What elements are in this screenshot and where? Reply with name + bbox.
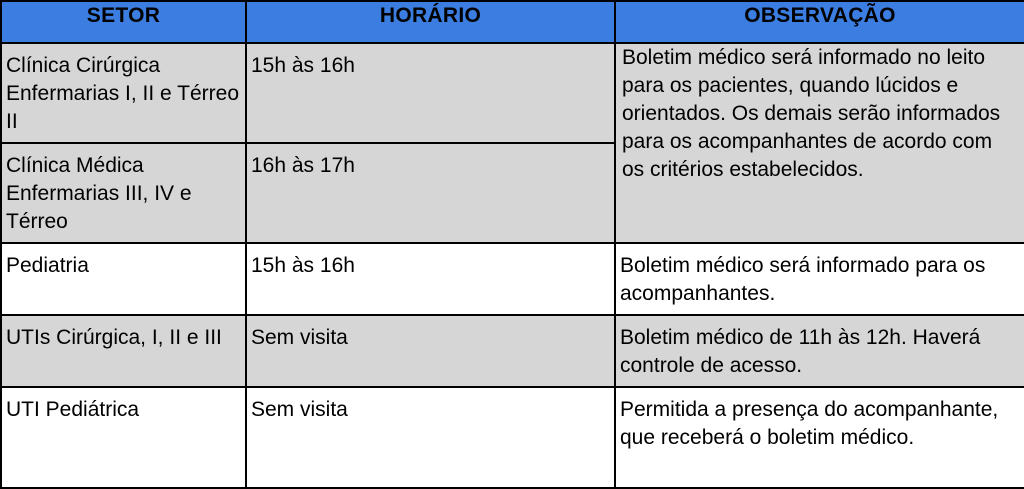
horario-cell — [246, 243, 615, 315]
header-row — [1, 1, 1024, 43]
horario-cell — [246, 43, 615, 143]
setor-text: UTIs Cirúrgica, I, II e III — [6, 326, 222, 349]
observacao-text: Boletim médico será informado no leito para os pacientes, quando lúcidos e orientados. Os demais serão informados para os acompanhantes de acordo com os critérios estabelecidos. — [622, 46, 1001, 181]
setor-cell — [1, 315, 246, 387]
horario-text: 16h às 17h — [251, 154, 355, 177]
horario-text: Sem visita — [251, 398, 348, 421]
setor-cell — [1, 387, 246, 488]
observacao-text: Permitida a presença do acompanhante, que receberá o boletim médico. — [620, 398, 999, 449]
table-row — [1, 243, 1024, 315]
header-observacao: OBSERVAÇÃO — [615, 1, 1024, 43]
observacao-cell — [615, 315, 1024, 387]
observacao-text: Boletim médico de 11h às 12h. Haverá controle de acesso. — [620, 326, 981, 377]
header-setor: SETOR — [1, 1, 246, 43]
observacao-cell — [615, 387, 1024, 488]
header-horario: HORÁRIO — [246, 1, 615, 43]
observacao-text: Boletim médico será informado para os acompanhantes. — [620, 254, 986, 305]
setor-text: Pediatria — [6, 254, 89, 277]
setor-text: UTI Pediátrica — [6, 398, 140, 421]
setor-cell — [1, 43, 246, 143]
table-row — [1, 315, 1024, 387]
horario-text: 15h às 16h — [251, 54, 355, 77]
horario-text: 15h às 16h — [251, 254, 355, 277]
setor-cell — [1, 143, 246, 243]
horario-cell — [246, 315, 615, 387]
setor-text: Clínica Cirúrgica Enfermarias I, II e Térreo II — [6, 54, 240, 133]
horario-text: Sem visita — [251, 326, 348, 349]
setor-cell — [1, 243, 246, 315]
observacao-cell-merged — [615, 43, 1024, 243]
setor-text: Clínica Médica Enfermarias III, IV e Térreo — [6, 154, 192, 233]
table-row — [1, 43, 1024, 143]
observacao-cell — [615, 243, 1024, 315]
horario-cell — [246, 143, 615, 243]
horario-cell — [246, 387, 615, 488]
table-row — [1, 387, 1024, 488]
